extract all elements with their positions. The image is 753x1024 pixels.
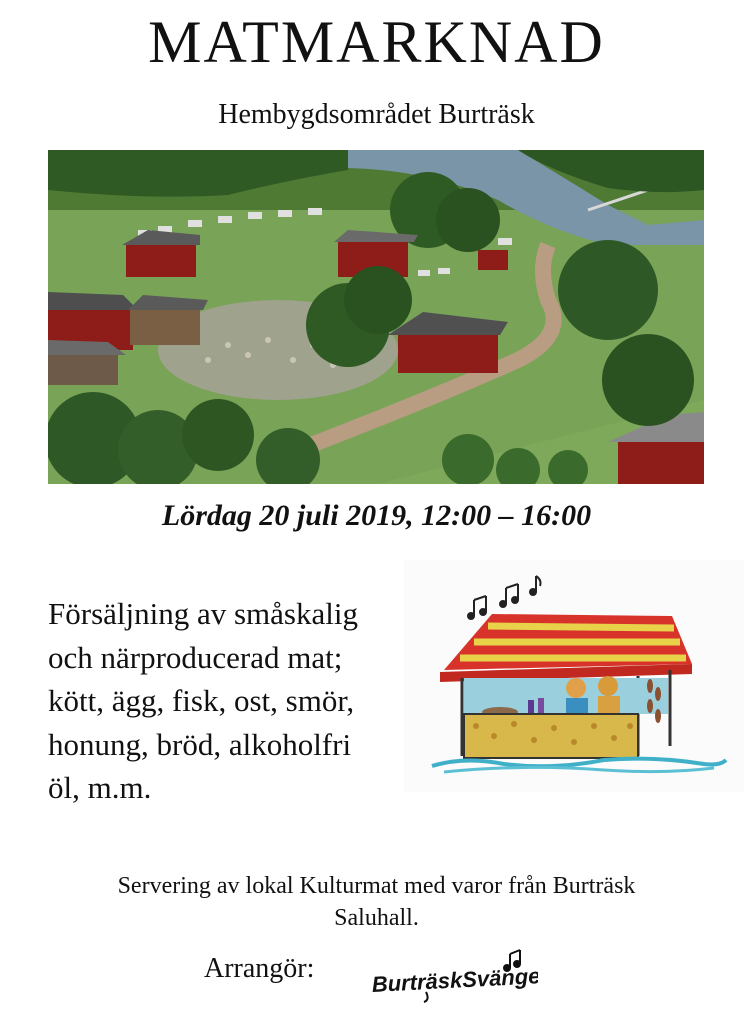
market-description bbox=[48, 592, 408, 810]
poster-subtitle: Hembygdsområdet Burträsk bbox=[218, 99, 535, 130]
market-stall-drawing bbox=[404, 560, 744, 792]
svg-text:BurträskSvängen: BurträskSvängen bbox=[371, 962, 538, 997]
description-line: öl, m.m. bbox=[48, 770, 152, 805]
serving-line: Servering av lokal Kulturmat med varor från Burträsk bbox=[117, 873, 636, 899]
organizer-logo bbox=[368, 946, 538, 1006]
serving-line: Saluhall. bbox=[334, 905, 419, 931]
serving-info bbox=[0, 870, 753, 934]
organizer-label: Arrangör: bbox=[204, 953, 315, 984]
aerial-photo bbox=[48, 150, 704, 484]
description-line: kött, ägg, fisk, ost, smör, bbox=[48, 683, 355, 718]
description-line: honung, bröd, alkoholfri bbox=[48, 726, 352, 762]
description-line: Försäljning av småskalig bbox=[48, 596, 358, 631]
event-date: Lördag 20 juli 2019, 12:00 – 16:00 bbox=[161, 499, 592, 532]
poster-title: MATMARKNAD bbox=[148, 9, 605, 75]
description-line: och närproducerad mat; bbox=[48, 639, 343, 675]
